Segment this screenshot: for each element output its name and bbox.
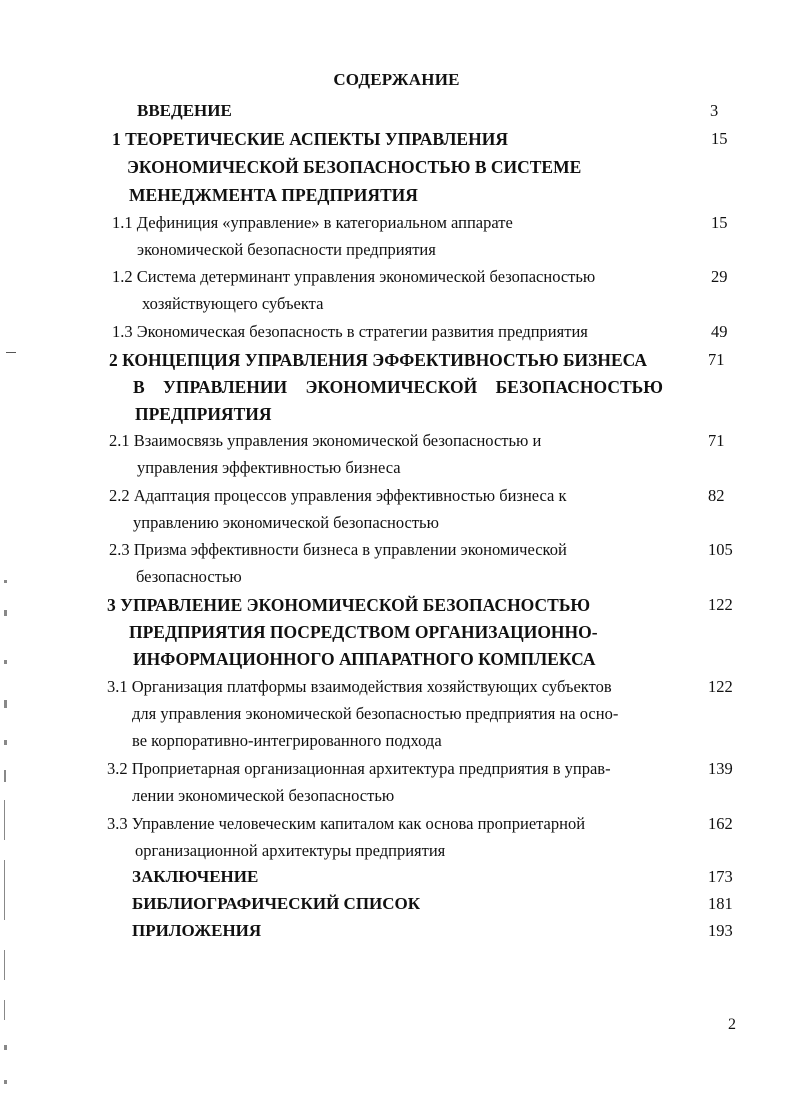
toc-section-1-2-line-1: 1.2 Система детерминант управления экономической безопасностью (112, 267, 596, 286)
toc-appendices-line-1: ПРИЛОЖЕНИЯ (132, 921, 262, 940)
toc-chapter-1-line-3: МЕНЕДЖМЕНТА ПРЕДПРИЯТИЯ (129, 185, 418, 205)
scan-speck (4, 740, 7, 745)
toc-chapter-3-line-2: ПРЕДПРИЯТИЯ ПОСРЕДСТВОМ ОРГАНИЗАЦИОННО- (129, 622, 598, 642)
toc-chapter-1-line-2: ЭКОНОМИЧЕСКОЙ БЕЗОПАСНОСТЬЮ В СИСТЕМЕ (127, 157, 582, 177)
toc-section-2-2-page: 82 (708, 486, 725, 505)
toc-section-3-2-page: 139 (708, 759, 733, 778)
scan-speck (4, 1045, 7, 1050)
scan-speck (4, 700, 7, 708)
toc-section-1-1-page: 15 (711, 213, 728, 232)
toc-section-1-2-line-2: хозяйствующего субъекта (142, 294, 324, 313)
toc-chapter-2-line-2: В УПРАВЛЕНИИ ЭКОНОМИЧЕСКОЙ БЕЗОПАСНОСТЬЮ (133, 377, 663, 397)
toc-section-2-1-line-1: 2.1 Взаимосвязь управления экономической безопасностью и (109, 431, 542, 450)
toc-entry-intro-line-1: ВВЕДЕНИЕ (137, 101, 232, 120)
toc-chapter-2-line-1: 2 КОНЦЕПЦИЯ УПРАВЛЕНИЯ ЭФФЕКТИВНОСТЬЮ БИЗНЕСА (109, 350, 648, 370)
toc-chapter-3-line-3: ИНФОРМАЦИОННОГО АППАРАТНОГО КОМПЛЕКСА (133, 649, 596, 669)
toc-section-1-1-line-1: 1.1 Дефиниция «управление» в категориальном аппарате (112, 213, 513, 232)
toc-section-3-2-line-2: лении экономической безопасностью (132, 786, 395, 805)
toc-chapter-1-page: 15 (711, 129, 728, 148)
toc-conclusion-line-1: ЗАКЛЮЧЕНИЕ (132, 867, 259, 886)
toc-section-3-1-page: 122 (708, 677, 733, 696)
scan-speck (4, 1080, 7, 1084)
page-number: 2 (728, 1016, 736, 1033)
toc-chapter-3-line-1: 3 УПРАВЛЕНИЕ ЭКОНОМИЧЕСКОЙ БЕЗОПАСНОСТЬЮ (107, 595, 591, 615)
toc-bibliography-page: 181 (708, 894, 733, 913)
toc-bibliography-line-1: БИБЛИОГРАФИЧЕСКИЙ СПИСОК (132, 894, 421, 913)
scan-speck (4, 610, 7, 616)
toc-section-2-2-line-2: управлению экономической безопасностью (133, 513, 439, 532)
toc-section-1-2-page: 29 (711, 267, 728, 286)
scan-speck (4, 950, 5, 980)
toc-section-1-1-line-2: экономической безопасности предприятия (137, 240, 436, 259)
toc-section-2-3-page: 105 (708, 540, 733, 559)
toc-section-3-1-line-3: ве корпоративно-интегрированного подхода (132, 731, 442, 750)
toc-chapter-1-line-1: 1 ТЕОРЕТИЧЕСКИЕ АСПЕКТЫ УПРАВЛЕНИЯ (112, 129, 508, 149)
toc-chapter-2-line-3: ПРЕДПРИЯТИЯ (135, 404, 272, 424)
toc-appendices-page: 193 (708, 921, 733, 940)
toc-entry-intro-page: 3 (710, 101, 719, 120)
scan-mark (6, 352, 16, 353)
scan-speck (4, 770, 6, 782)
scan-speck (4, 860, 5, 920)
scan-speck (4, 1000, 5, 1020)
toc-section-3-3-line-2: организационной архитектуры предприятия (135, 841, 446, 860)
toc-section-2-1-line-2: управления эффективностью бизнеса (137, 458, 401, 477)
toc-chapter-2-page: 71 (708, 350, 725, 369)
toc-section-3-2-line-1: 3.2 Проприетарная организационная архитектура предприятия в управ- (107, 759, 611, 778)
toc-section-1-3-page: 49 (711, 322, 728, 341)
toc-section-1-3-line-1: 1.3 Экономическая безопасность в стратегии развития предприятия (112, 322, 588, 341)
scan-speck (4, 580, 7, 583)
page-title: СОДЕРЖАНИЕ (333, 70, 460, 89)
toc-conclusion-page: 173 (708, 867, 733, 886)
toc-chapter-3-page: 122 (708, 595, 733, 614)
toc-section-3-3-page: 162 (708, 814, 733, 833)
toc-section-3-3-line-1: 3.3 Управление человеческим капиталом как основа проприетарной (107, 814, 586, 833)
toc-section-2-1-page: 71 (708, 431, 725, 450)
scan-speck (4, 660, 7, 664)
toc-section-2-2-line-1: 2.2 Адаптация процессов управления эффективностью бизнеса к (109, 486, 567, 505)
toc-section-2-3-line-2: безопасностью (136, 567, 242, 586)
scan-speck (4, 800, 5, 840)
toc-section-3-1-line-1: 3.1 Организация платформы взаимодействия хозяйствующих субъектов (107, 677, 612, 696)
toc-section-3-1-line-2: для управления экономической безопасностью предприятия на осно- (132, 704, 619, 723)
toc-section-2-3-line-1: 2.3 Призма эффективности бизнеса в управлении экономической (109, 540, 567, 559)
